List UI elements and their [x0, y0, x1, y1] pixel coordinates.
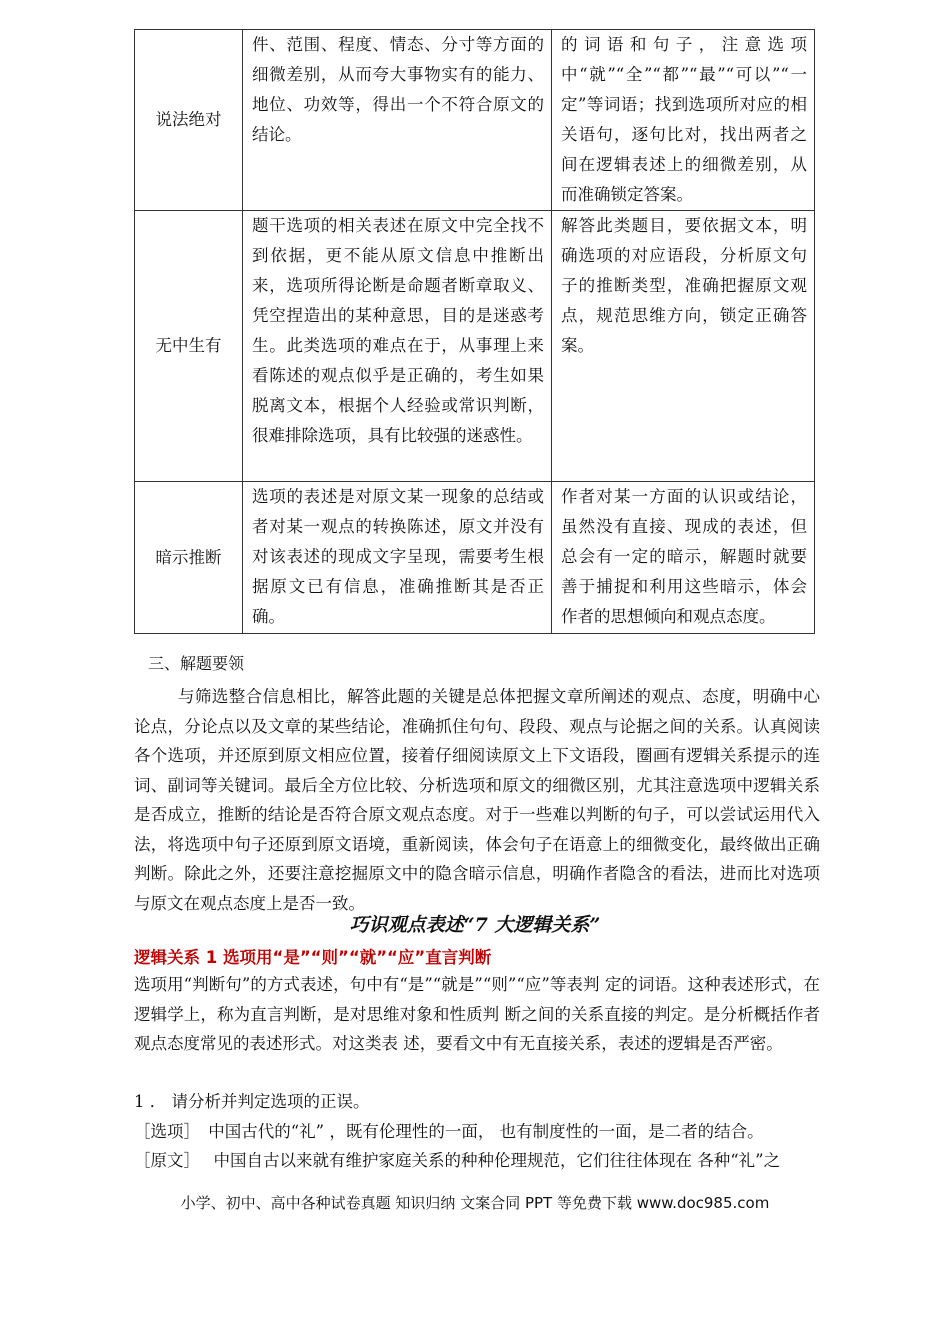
option-line: ［选项］ 中国古代的“礼” ，既有伦理性的一面， 也有制度性的一面，是二者的结合。 — [134, 1122, 764, 1141]
logic-heading: 逻辑关系 1 选项用“是”“则”“就”“应”直言判断 — [134, 948, 492, 967]
row-description: 选项的表述是对原文某一现象的总结或者对某一观点的转换陈述，原文并没有对该表述的现成文字呈现，需要考生根据原文已有信息，准确推断其是否正确。 — [243, 482, 552, 634]
table-row — [135, 482, 815, 634]
footer-text: 小学、初中、高中各种试卷真题 知识归纳 文案合同 PPT 等免费下载 www.doc985.com — [180, 1194, 770, 1212]
table-row — [135, 211, 815, 482]
row-label: 无中生有 — [135, 211, 243, 482]
row-label: 说法绝对 — [135, 30, 243, 211]
row-label: 暗示推断 — [135, 482, 243, 634]
row-method: 作者对某一方面的认识或结论，虽然没有直接、现成的表述，但总会有一定的暗示，解题时就要善于捕捉和利用这些暗示，体会作者的思想倾向和观点态度。 — [552, 482, 815, 634]
section-paragraph: 与筛选整合信息相比，解答此题的关键是总体把握文章所阐述的观点、态度，明确中心论点，分论点以及文章的某些结论，准确抓住句句、段段、观点与论据之间的关系。认真阅读各个选项，并还原到原文相应位置，接着仔细阅读原文上下文语段，圈画有逻辑关系提示的连词、副词等关键词。最后全方位比较、分析选项和原文的细微区别，尤其注意选项中逻辑关系是否成立，推断的结论是否符合原文观点态度。对于一些难以判断的句子，可以尝试运用代入法，将选项中句子还原到原文语境，重新阅读，体会句子在语意上的细微变化，最终做出正确判断。除此之外，还要注意挖掘原文中的隐含暗示信息，明确作者隐含的看法，进而比对选项与原文在观点态度上是否一致。 — [134, 687, 820, 913]
table-row — [135, 30, 815, 211]
row-method: 的词语和句子，注意选项中“就”“全”“都”“最”“可以”“一定”等词语；找到选项所对应的相关语句，逐句比对，找出两者之间在逻辑表述上的细微差别，从而准确锁定答案。 — [552, 30, 815, 211]
section-heading: 三、解题要领 — [148, 654, 245, 673]
body-paragraph: 选项用“判断句”的方式表述，句中有“是”“就是”“则”“应”等表判 定的词语。这种表述形式，在逻辑学上，称为直言判断，是对思维对象和性质判 断之间的关系直接的判定。是分析概括作者观点态度常见的表述形式。对这类表 述，要看文中有无直接关系，表述的逻辑是否严密。 — [134, 975, 820, 1053]
comparison-table — [134, 29, 815, 634]
row-description: 题干选项的相关表述在原文中完全找不到依据，更不能从原文信息中推断出来，选项所得论断是命题者断章取义、凭空捏造出的某种意思，目的是迷惑考生。此类选项的难点在于，从事理上来看陈述的观点似乎是正确的，考生如果脱离文本，根据个人经验或常识判断，很难排除选项，具有比较强的迷惑性。 — [243, 211, 552, 482]
page-title: 巧识观点表述“7 大逻辑关系” — [349, 914, 601, 936]
original-line: ［原文］ 中国自古以来就有维护家庭关系的种种伦理规范，它们往往体现在 各种“礼”之 — [134, 1151, 781, 1170]
row-method: 解答此类题目，要依据文本，明确选项的对应语段，分析原文句子的推断类型，准确把握原文观点，规范思维方向，锁定正确答案。 — [552, 211, 815, 482]
question-line: 1 ． 请分析并判定选项的正误。 — [134, 1092, 370, 1111]
row-description: 件、范围、程度、情态、分寸等方面的细微差别，从而夸大事物实有的能力、地位、功效等，得出一个不符合原文的结论。 — [243, 30, 552, 211]
